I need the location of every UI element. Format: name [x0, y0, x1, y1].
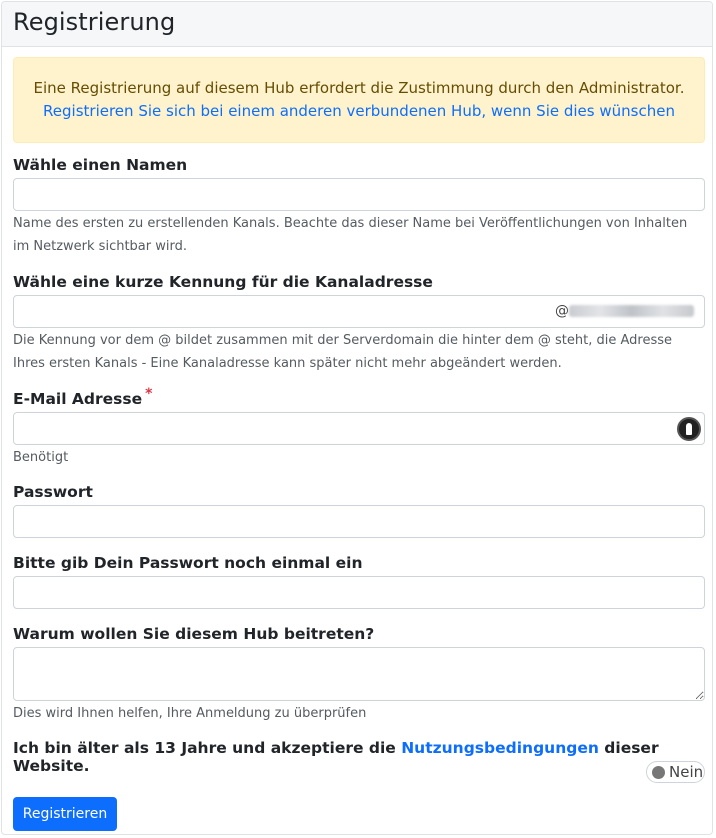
email-help: Benötigt [13, 450, 69, 465]
terms-text-before: Ich bin älter als 13 Jahre und akzeptiere die [13, 739, 402, 757]
reason-help: Dies wird Ihnen helfen, Ihre Anmeldung zu überprüfen [13, 706, 367, 721]
password-input[interactable] [13, 505, 705, 538]
terms-text-after: dieser Website. [13, 739, 659, 775]
email-label-text: E-Mail Adresse [13, 390, 143, 408]
required-marker: * [145, 386, 153, 402]
nick-input[interactable] [13, 295, 705, 328]
password-confirm-label: Bitte gib Dein Passwort noch einmal ein [13, 554, 363, 572]
nick-help: Die Kennung vor dem @ bildet zusammen mit der Serverdomain die hinter dem @ steht, die Adresse Ihres ersten Kanals - Eine Kanaladresse kann später nicht mehr abgeändert werden. [13, 333, 672, 371]
email-input[interactable] [13, 412, 705, 445]
toggle-label: Nein [669, 763, 704, 781]
alert-message: Eine Registrierung auf diesem Hub erfordert die Zustimmung durch den Administrator. [33, 79, 685, 97]
toggle-knob [652, 766, 665, 779]
email-label [13, 386, 153, 408]
blurred-domain [569, 305, 694, 317]
keepassxc-icon[interactable] [677, 417, 701, 441]
name-help: Name des ersten zu erstellenden Kanals. Beachte das dieser Name bei Veröffentlichungen von Inhalten im Netzwerk sichtbar wird. [13, 216, 688, 254]
password-confirm-input[interactable] [13, 576, 705, 609]
terms-statement [13, 739, 712, 775]
register-button[interactable]: Registrieren [13, 797, 117, 831]
name-input[interactable] [13, 178, 705, 211]
password-label: Passwort [13, 483, 93, 501]
approval-alert [13, 57, 705, 143]
registration-panel [1, 1, 713, 835]
reason-textarea[interactable] [13, 647, 705, 701]
terms-link[interactable]: Nutzungsbedingungen [401, 739, 599, 757]
at-sign: @ [555, 303, 569, 319]
name-label: Wähle einen Namen [13, 156, 188, 174]
other-hub-link[interactable]: Registrieren Sie sich bei einem anderen verbundenen Hub, wenn Sie dies wünschen [43, 102, 675, 120]
terms-toggle[interactable] [646, 761, 705, 783]
page-title: Registrierung [13, 8, 176, 36]
domain-suffix [555, 303, 694, 319]
nick-label: Wähle eine kurze Kennung für die Kanaladresse [13, 273, 433, 291]
reason-label: Warum wollen Sie diesem Hub beitreten? [13, 625, 375, 643]
panel-header [2, 2, 712, 47]
